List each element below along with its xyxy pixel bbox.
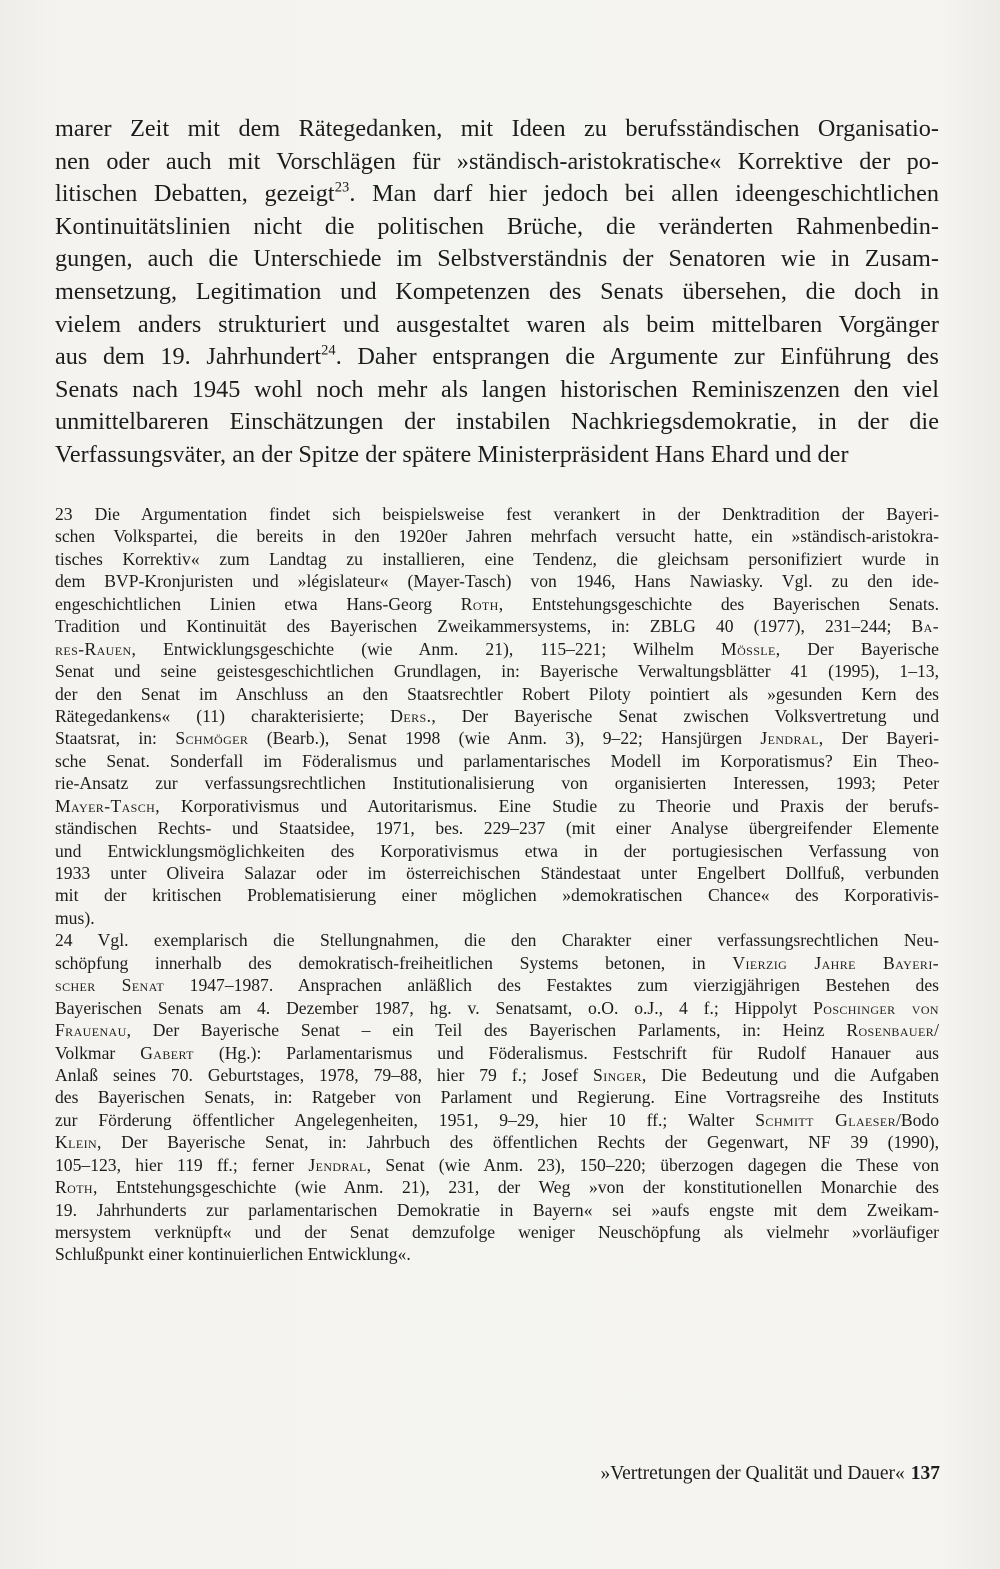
footnote-line [55, 862, 939, 884]
text-run: . Man darf hier jedoch bei allen ideengeschichtlichen [349, 180, 940, 208]
text-run: sche Senat. Sonderfall im Föderalismus und parlamentarisches Modell im Korporatismus? Ein Theo- [55, 750, 939, 771]
author-name: Ba- [911, 616, 939, 637]
author-name: Poschinger von [813, 997, 939, 1018]
text-line [55, 439, 939, 472]
author-name: Frauenau [55, 1020, 127, 1041]
footnote-line [55, 638, 939, 660]
text-run: , Entwicklungsgeschichte (wie Anm. 21), 115–221; Wilhelm [131, 638, 722, 659]
footnote-line [55, 660, 939, 682]
text-run: mensetzung, Legitimation und Kompetenzen des Senats übersehen, die doch in [55, 277, 939, 305]
text-run: Bayerischen Senats am 4. Dezember 1987, hg. v. Senatsamt, o.O. o.J., 4 f.; Hippolyt [55, 997, 814, 1018]
text-line [55, 243, 939, 276]
text-run: (Bearb.), Senat 1998 (wie Anm. 3), 9–22; Hansjürgen [248, 728, 761, 749]
footnote-line [55, 1086, 939, 1108]
author-name: res-Rauen [55, 638, 132, 659]
footnote-line [55, 570, 939, 592]
footnote-line [55, 974, 939, 996]
text-run: , Entstehungsgeschichte (wie Anm. 21), 231, der Weg »von der konstitutionellen Monarchie des [93, 1177, 939, 1198]
text-run: , Korporativismus und Autoritarismus. Eine Studie zu Theorie und Praxis der berufs- [155, 795, 939, 816]
author-name: Jendral [760, 728, 819, 749]
text-run: ständischen Rechts- und Staatsidee, 1971, bes. 229–237 (mit einer Analyse übergreifender Elemente [55, 818, 939, 839]
footnote-line [55, 593, 939, 615]
author-name: Mayer-Tasch [55, 795, 156, 816]
text-run: tisches Korrektiv« zum Landtag zu installieren, eine Tendenz, die gleichsam personifiziert wurde in [55, 548, 939, 569]
author-name: Schmöger [175, 728, 249, 749]
footnote-line [55, 1243, 939, 1265]
text-line [55, 374, 939, 407]
text-line [55, 309, 939, 342]
footnote-line [55, 907, 939, 929]
footnote-line [55, 727, 939, 749]
footnote-line [55, 1221, 939, 1243]
footnote-line [55, 1176, 939, 1198]
footnote-line [55, 503, 939, 525]
text-run: Staatsrat, in: [55, 728, 176, 749]
author-name: Vierzig Jahre Bayeri- [732, 952, 939, 973]
footnote-line [55, 548, 939, 570]
running-head [600, 1463, 940, 1485]
text-line [55, 341, 939, 374]
text-run: der den Senat im Anschluss an den Staatsrechtler Robert Piloty pointiert als »gesunden Kern des [55, 683, 939, 704]
text-run: mit der kritischen Problematisierung einer möglichen »demokratischen Chance« des Korporativis- [55, 885, 939, 906]
text-run: 105–123, hier 119 ff.; ferner [55, 1154, 309, 1175]
footnote-line [55, 840, 939, 862]
text-run: gungen, auch die Unterschiede im Selbstverständnis der Senatoren wie in Zusam- [55, 245, 939, 273]
author-name: Mössle [721, 638, 776, 659]
footnotes [55, 503, 939, 1266]
text-line [55, 146, 939, 179]
footnote-line [55, 615, 939, 637]
text-line [55, 178, 939, 211]
text-run: nen oder auch mit Vorschlägen für »ständisch-aristokratische« Korrektive der po- [55, 147, 939, 175]
text-run: , Die Bedeutung und die Aufgaben [641, 1064, 939, 1085]
text-run: schen Volkspartei, die bereits in den 1920er Jahren mehrfach versucht hatte, ein »ständisch-aristokra- [55, 526, 939, 547]
page-number: 137 [910, 1463, 940, 1484]
text-line [55, 406, 939, 439]
text-line [55, 276, 939, 309]
author-name: Roth [55, 1177, 93, 1198]
text-run: . Daher entsprangen die Argumente zur Einführung des [335, 343, 939, 371]
footnote-line [55, 772, 939, 794]
text-run: Anlaß seines 70. Geburtstages, 1978, 79–88, hier 79 f.; Josef [55, 1064, 594, 1085]
text-run: vielem anders strukturiert und ausgestaltet waren als beim mittelbaren Vorgänger [55, 310, 939, 338]
text-run: , Der Bayerische Senat zwischen Volksvertretung und [431, 705, 939, 726]
footnote-line [55, 1131, 939, 1153]
text-run: Kontinuitätslinien nicht die politischen Brüche, die veränderten Rahmenbedin- [55, 212, 939, 240]
footnote-line [55, 683, 939, 705]
author-name: Singer [593, 1064, 642, 1085]
footnote-line [55, 952, 939, 974]
text-run: mersystem verknüpft« und der Senat demzufolge weniger Neuschöpfung als vielmehr »vorläufiger [55, 1222, 939, 1242]
footnote-line [55, 884, 939, 906]
text-line [55, 113, 939, 146]
text-run: des Bayerischen Senats, in: Ratgeber von Parlament und Regierung. Eine Vortragsreihe des Instituts [55, 1087, 939, 1108]
footnote-line [55, 525, 939, 547]
text-run: zur Förderung öffentlicher Angelegenheiten, 1951, 9–29, hier 10 ff.; Walter [55, 1109, 756, 1130]
text-run: Senat und seine geistesgeschichtlichen Grundlagen, in: Bayerische Verwaltungsblätter 41 (1995), 1–13, [55, 661, 939, 682]
text-run: dem BVP-Kronjuristen und »législateur« (Mayer-Tasch) von 1946, Hans Nawiasky. Vgl. zu den ide- [55, 571, 939, 592]
author-name: Roth [460, 593, 499, 614]
text-run: (Hg.): Parlamentarismus und Föderalismus. Festschrift für Rudolf Hanauer aus [193, 1042, 939, 1063]
text-run: engeschichtlichen Linien etwa Hans-Georg [55, 593, 461, 614]
text-run: litischen Debatten, gezeigt [55, 180, 335, 208]
author-name: Gabert [140, 1042, 194, 1063]
text-run: rie-Ansatz zur verfassungsrechtlichen Institutionalisierung von organisierten Interessen, 1993; Peter [55, 773, 939, 794]
footnote-line [55, 997, 939, 1019]
text-run: aus dem 19. Jahrhundert [55, 343, 322, 371]
main-text [55, 113, 939, 472]
text-run: , Der Bayerische Senat – ein Teil des Bayerischen Parlaments, in: Heinz [126, 1020, 847, 1041]
author-name: Schmitt Glaeser [755, 1109, 896, 1130]
author-name: Rosenbauer [846, 1020, 935, 1041]
text-run: Volkmar [55, 1042, 141, 1063]
footnote-line [55, 1199, 939, 1221]
text-run: 24 Vgl. exemplarisch die Stellungnahmen, die den Charakter einer verfassungsrechtlichen Neu- [55, 930, 939, 951]
text-run: 1947–1987. Ansprachen anläßlich des Festaktes zum vierzigjährigen Bestehen des [164, 975, 939, 996]
footnote-line [55, 1109, 939, 1131]
running-head-title: »Vertretungen der Qualität und Dauer« [600, 1463, 905, 1484]
footnote-line [55, 1042, 939, 1064]
footnote-line [55, 1154, 939, 1176]
text-run: 19. Jahrhunderts zur parlamentarischen Demokratie in Bayern« sei »aufs engste mit dem Zweikam- [55, 1199, 939, 1220]
author-name: scher Senat [55, 975, 165, 996]
text-run: Tradition und Kontinuität des Bayerischen Zweikammersystems, in: ZBLG 40 (1977), 231–244; [55, 616, 912, 637]
text-run: , Senat (wie Anm. 23), 150–220; überzogen dagegen die These von [366, 1154, 939, 1175]
text-run: /Bodo [895, 1109, 939, 1130]
text-line [55, 211, 939, 244]
text-run: , Entstehungsgeschichte des Bayerischen Senats. [498, 593, 939, 614]
text-run: 1933 unter Oliveira Salazar oder im österreichischen Ständestaat unter Engelbert Dollfuß, verbunden [55, 863, 939, 883]
text-run: 23 Die Argumentation findet sich beispielsweise fest verankert in der Denktradition der Bayeri- [55, 504, 939, 524]
text-run: , Der Bayerische Senat, in: Jahrbuch des öffentlichen Rechts der Gegenwart, NF 39 (1990), [97, 1132, 939, 1153]
footnote-line [55, 795, 939, 817]
text-run: , Der Bayeri- [818, 728, 939, 749]
footnote-reference: 23 [334, 179, 350, 196]
footnote-line [55, 1019, 939, 1041]
author-name: Jendral [308, 1154, 367, 1175]
text-run: unmittelbareren Einschätzungen der instabilen Nachkriegsdemokratie, in der die [55, 408, 939, 436]
footnote-line [55, 705, 939, 727]
footnote-line [55, 817, 939, 839]
text-run: Rätegedankens« (11) charakterisierte; [55, 705, 391, 726]
author-name: Ders. [390, 705, 432, 726]
text-run: / [934, 1020, 939, 1041]
text-run: marer Zeit mit dem Rätegedanken, mit Ideen zu berufsständischen Organisatio- [55, 115, 939, 142]
footnote-line [55, 750, 939, 772]
text-run: Verfassungsväter, an der Spitze der spätere Ministerpräsident Hans Ehard und der [55, 440, 849, 468]
text-run: und Entwicklungsmöglichkeiten des Korporativismus etwa in der portugiesischen Verfassung von [55, 840, 939, 861]
footnote-line [55, 929, 939, 951]
text-run: , Der Bayerische [775, 638, 939, 659]
text-run: mus). [55, 907, 95, 928]
text-run: Senats nach 1945 wohl noch mehr als langen historischen Reminiszenzen den viel [55, 375, 939, 403]
author-name: Klein [55, 1132, 98, 1153]
footnote-reference: 24 [321, 342, 336, 359]
text-run: Schlußpunkt einer kontinuierlichen Entwicklung«. [55, 1244, 411, 1265]
footnote-line [55, 1064, 939, 1086]
text-run: schöpfung innerhalb des demokratisch-freiheitlichen Systems betonen, in [55, 952, 733, 973]
